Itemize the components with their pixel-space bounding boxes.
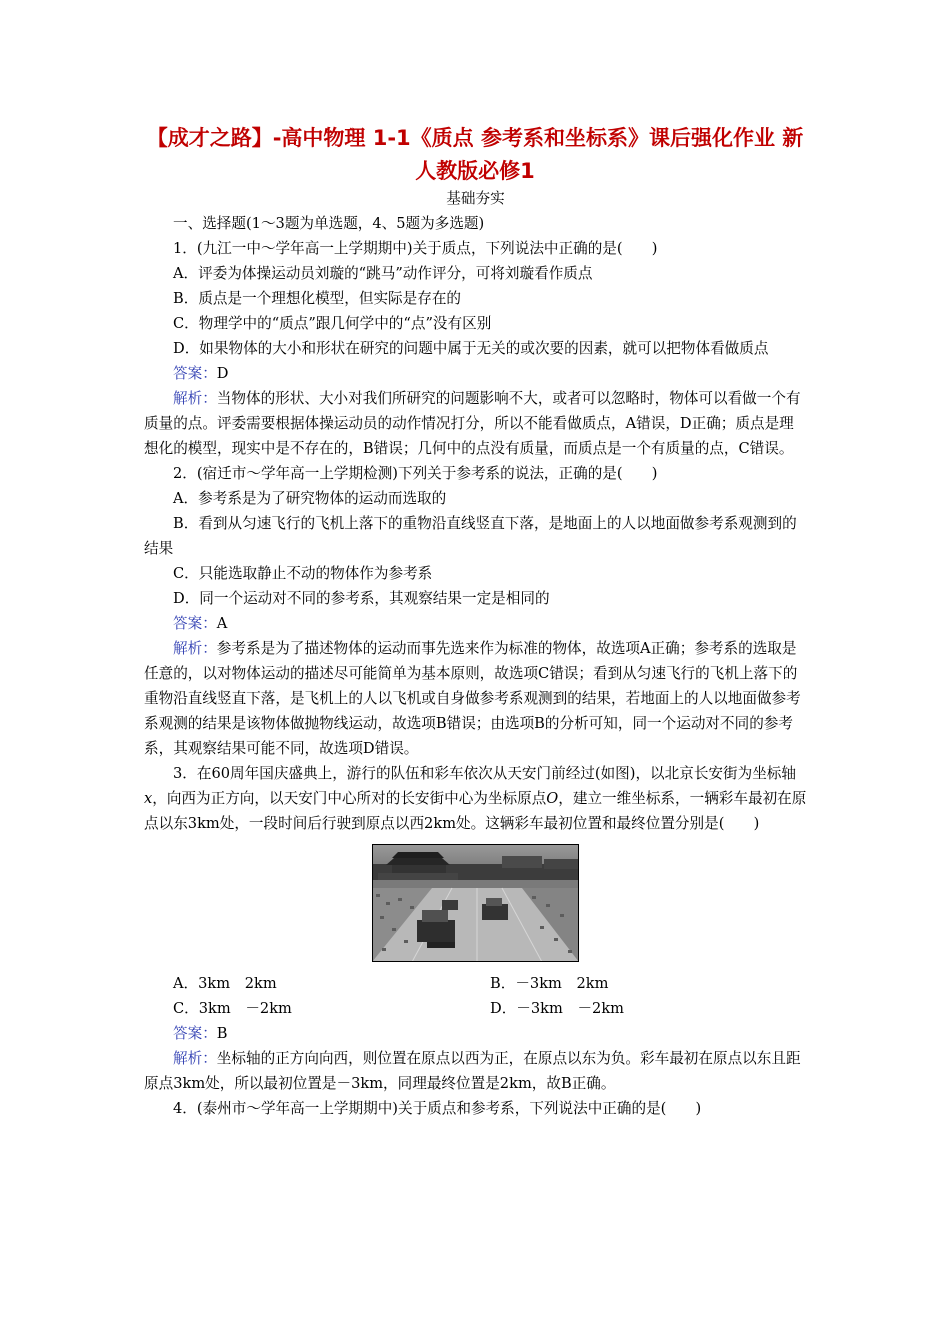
q2-stem: 2．(宿迁市～学年高一上学期检测)下列关于参考系的说法，正确的是( ) xyxy=(173,465,658,482)
q3-option-a: A．3km 2km xyxy=(173,975,277,992)
analysis-label: 解析： xyxy=(173,1050,217,1067)
q3-options-row-1 xyxy=(144,971,807,996)
q2-option-a: A．参考系是为了研究物体的运动而选取的 xyxy=(173,490,447,507)
q1-analysis xyxy=(144,386,807,461)
q1-option-a: A．评委为体操运动员刘璇的“跳马”动作评分，可将刘璇看作质点 xyxy=(173,265,593,282)
answer-value: A xyxy=(216,615,228,632)
analysis-text: 参考系是为了描述物体的运动而事先选来作为标准的物体，故选项A正确；参考系的选取是任意的，以对物体运动的描述尽可能简单为基本原则，故选项C错误；看到从匀速飞行的飞机上落下的重物沿直线竖直下落，是飞机上的人以飞机或自身做参考系观测到的结果，若地面上的人以地面做参考系观测的结果是该物体做抛物线运动，故选项B错误；由选项B的分析可知，同一个运动对不同的参考系，其观察结果可能不同，故选项D错误。 xyxy=(144,640,801,757)
q2-analysis xyxy=(144,636,807,761)
answer-value: D xyxy=(216,365,229,382)
answer-value: B xyxy=(216,1025,228,1042)
q3-options-row-2 xyxy=(144,996,807,1021)
q3-option-d: D．－3km －2km xyxy=(490,1000,625,1017)
document-title: 【成才之路】-高中物理 1-1《质点 参考系和坐标系》课后强化作业 新人教版必修1 xyxy=(146,126,804,183)
q4-stem: 4．(泰州市～学年高一上学期期中)关于质点和参考系，下列说法中正确的是( ) xyxy=(173,1100,702,1117)
axis-variable: x xyxy=(144,790,153,807)
section-heading: 基础夯实 xyxy=(446,190,505,207)
q3-analysis xyxy=(144,1046,807,1096)
q1-stem: 1．(九江一中～学年高一上学期期中)关于质点，下列说法中正确的是( ) xyxy=(173,240,658,257)
analysis-text: 当物体的形状、大小对我们所研究的问题影响不大，或者可以忽略时，物体可以看做一个有质量的点。评委需要根据体操运动员的动作情况打分，所以不能看做质点，A错误，D正确；质点是理想化的模型，现实中是不存在的，B错误；几何中的点没有质量，而质点是一个有质量的点，C错误。 xyxy=(144,390,801,457)
document-body xyxy=(144,186,807,1121)
answer-label: 答案： xyxy=(173,365,217,382)
parade-photo xyxy=(372,844,579,962)
q1-option-c: C．物理学中的“质点”跟几何学中的“点”没有区别 xyxy=(173,315,492,332)
analysis-label: 解析： xyxy=(173,390,217,407)
answer-label: 答案： xyxy=(173,1025,217,1042)
q3-option-b: B．－3km 2km xyxy=(490,975,609,992)
q3-answer xyxy=(144,1021,807,1046)
analysis-text: 坐标轴的正方向向西，则位置在原点以西为正，在原点以东为负。彩车最初在原点以东且距原点3km处，所以最初位置是－3km，同理最终位置是2km，故B正确。 xyxy=(144,1050,801,1092)
q3-option-c: C．3km －2km xyxy=(173,1000,292,1017)
answer-label: 答案： xyxy=(173,615,217,632)
q2-option-d: D．同一个运动对不同的参考系，其观察结果一定是相同的 xyxy=(173,590,550,607)
part-heading: 一、选择题(1～3题为单选题，4、5题为多选题) xyxy=(173,215,485,232)
q2-answer xyxy=(144,611,807,636)
analysis-label: 解析： xyxy=(173,640,217,657)
q1-answer xyxy=(144,361,807,386)
q2-option-b: B．看到从匀速飞行的飞机上落下的重物沿直线竖直下落，是地面上的人以地面做参考系观测到的结果 xyxy=(144,515,797,557)
parade-figure xyxy=(144,844,807,962)
q2-option-c: C．只能选取静止不动的物体作为参考系 xyxy=(173,565,433,582)
q1-option-b: B．质点是一个理想化模型，但实际是存在的 xyxy=(173,290,462,307)
q1-option-d: D．如果物体的大小和形状在研究的问题中属于无关的或次要的因素，就可以把物体看做质点 xyxy=(173,340,769,357)
q3-stem: 3．在60周年国庆盛典上，游行的队伍和彩车依次从天安门前经过(如图)，以北京长安街为坐标轴x，向西为正方向，以天安门中心所对的长安街中心为坐标原点O，建立一维坐标系，一辆彩车最初在原点以东3km处，一段时间后行驶到原点以西2km处。这辆彩车最初位置和最终位置分别是( ) xyxy=(144,765,807,832)
origin-variable: O xyxy=(546,790,559,807)
